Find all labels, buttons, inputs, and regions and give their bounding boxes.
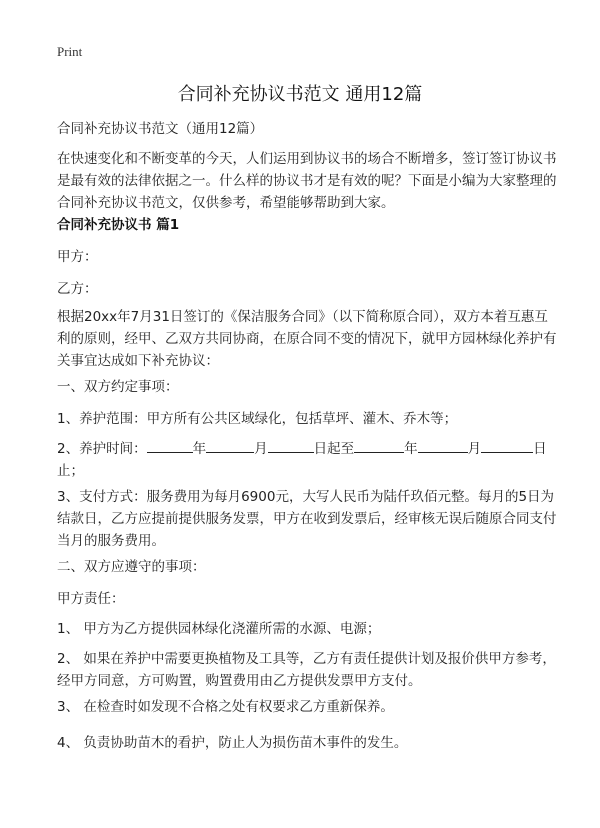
item-period-label: 2、养护时间： (57, 441, 147, 457)
item-period (57, 438, 557, 482)
party-a-line: 甲方： (57, 249, 98, 265)
month-word-end: 月 (467, 441, 482, 457)
item-payment: 3、支付方式：服务费用为每月6900元，大写人民币为陆仟玖佰元整。每月的5日为结款日，乙方应提前提供服务发票，甲方在收到发票后，经审核无误后随原合同支付当月的服务费用。 (57, 489, 557, 549)
day-start-text: 日起至 (313, 441, 355, 457)
blank-month-end[interactable] (418, 438, 468, 453)
duty-item-4: 4、 负责协助苗木的看护，防止人为损伤苗木事件的发生。 (57, 735, 408, 751)
blank-month-start[interactable] (206, 438, 254, 453)
print-label[interactable]: Print (57, 44, 83, 59)
year-word-end: 年 (404, 441, 418, 457)
agreement-paragraph: 根据20xx年7月31日签订的《保洁服务合同》（以下简称原合同），双方本着互惠互利的原则，经甲、乙双方共同协商，在原合同不变的情况下，就甲方园林绿化养护有关事宜达成如下补充协议： (57, 309, 557, 369)
page-title: 合同补充协议书范文 通用12篇 (177, 84, 423, 105)
party-a-duty-heading: 甲方责任： (57, 591, 125, 607)
section-title: 合同补充协议书 篇1 (57, 217, 180, 233)
party-b-line: 乙方： (57, 281, 98, 297)
blank-year-end[interactable] (354, 438, 404, 453)
blank-day-end[interactable] (481, 438, 533, 453)
duty-item-3: 3、 在检查时如发现不合格之处有权要求乙方重新保养。 (57, 699, 394, 715)
intro-paragraph: 在快速变化和不断变革的今天，人们运用到协议书的场合不断增多，签订签订协议书是最有效的法律依据之一。什么样的协议书才是有效的呢？下面是小编为大家整理的合同补充协议书范文，仅供参考，希望能够帮助到大家。 (57, 151, 557, 211)
item-scope: 1、养护范围：甲方所有公共区域绿化，包括草坪、灌木、乔木等； (57, 411, 458, 427)
month-word-start: 月 (254, 441, 268, 457)
blank-day-start[interactable] (268, 438, 314, 453)
day-end-text: 日止； (57, 441, 547, 479)
section-heading-2: 二、双方应遵守的事项： (57, 559, 206, 575)
duty-item-1: 1、 甲方为乙方提供园林绿化浇灌所需的水源、电源； (57, 621, 381, 637)
year-word-start: 年 (192, 441, 207, 457)
doc-subtitle: 合同补充协议书范文（通用12篇） (57, 121, 264, 137)
blank-year-start[interactable] (147, 438, 193, 453)
section-heading-1: 一、双方约定事项： (57, 379, 179, 395)
duty-item-2: 2、 如果在养护中需要更换植物及工具等，乙方有责任提供计划及报价供甲方参考，经甲方同意，方可购置，购置费用由乙方提供发票甲方支付。 (57, 651, 556, 689)
